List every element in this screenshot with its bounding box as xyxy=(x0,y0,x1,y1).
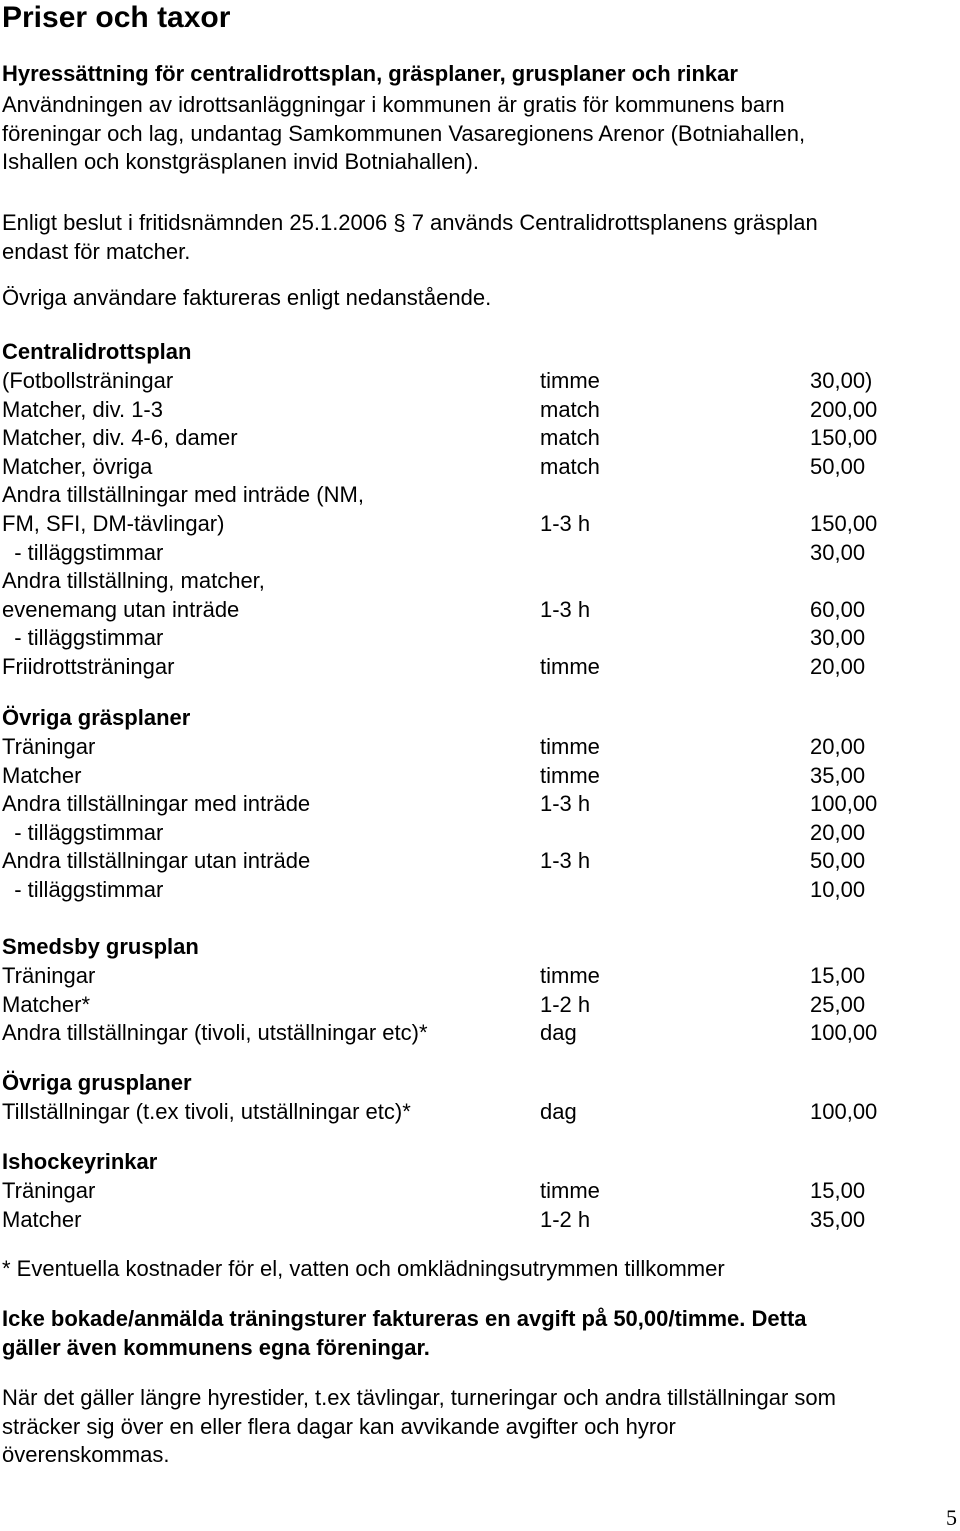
row-price: 35,00 xyxy=(810,762,866,788)
row-unit: 1-2 h xyxy=(540,1206,591,1232)
price-row xyxy=(2,790,942,819)
row-price: 30,00 xyxy=(810,625,866,651)
row-price: 30,00) xyxy=(810,368,873,393)
page-number: 5 xyxy=(946,1505,957,1530)
section-title: Ishockeyrinkar xyxy=(2,1149,158,1174)
row-unit: timme xyxy=(540,734,600,759)
row-price: 20,00 xyxy=(810,819,866,845)
row-price: 20,00 xyxy=(810,734,866,759)
row-label: Andra tillställningar (tivoli, utställningar etc)* xyxy=(2,1020,428,1046)
row-label: - tilläggstimmar xyxy=(2,539,164,565)
row-label: Träningar xyxy=(2,1178,96,1203)
row-price: 30,00 xyxy=(810,539,866,565)
price-row xyxy=(2,1177,942,1206)
row-price: 15,00 xyxy=(810,963,866,988)
intro-line: föreningar och lag, undantag Samkommunen Vasaregionens Arenor (Botniahallen, xyxy=(2,120,806,146)
row-label: FM, SFI, DM-tävlingar) xyxy=(2,510,225,536)
row-unit: timme xyxy=(540,368,600,393)
row-unit: 1-3 h xyxy=(540,596,591,622)
row-label: Träningar xyxy=(2,963,96,988)
row-label: Andra tillställningar med inträde xyxy=(2,791,311,817)
price-section-ovriga-grusplaner xyxy=(2,1068,942,1127)
decision-line: Enligt beslut i fritidsnämnden 25.1.2006 § 7 används Centralidrottsplanens gräsplan xyxy=(2,210,818,235)
price-row xyxy=(2,733,942,762)
price-section-smedsby-grusplan xyxy=(2,932,942,1048)
price-row xyxy=(2,962,942,991)
row-price: 200,00 xyxy=(810,396,878,422)
row-price: 100,00 xyxy=(810,1020,878,1046)
row-price: 15,00 xyxy=(810,1178,866,1203)
row-label: Matcher, div. 1-3 xyxy=(2,396,163,422)
row-label: Friidrottsträningar xyxy=(2,653,175,679)
intro-line: Ishallen och konstgräsplanen invid Botniahallen). xyxy=(2,149,479,175)
row-label: Matcher, övriga xyxy=(2,453,153,479)
row-price: 50,00 xyxy=(810,848,866,874)
notice-paragraph xyxy=(2,1305,952,1362)
closing-line: sträcker sig över en eller flera dagar kan avvikande avgifter och hyror xyxy=(2,1413,676,1439)
closing-line: När det gäller längre hyrestider, t.ex tävlingar, turneringar och andra tillställningar som xyxy=(2,1385,836,1410)
price-row xyxy=(2,624,942,653)
price-row xyxy=(2,1206,942,1235)
section-title: Smedsby grusplan xyxy=(2,934,199,959)
row-price: 35,00 xyxy=(810,1206,866,1232)
row-unit: timme xyxy=(540,653,600,679)
sub-heading: Hyressättning för centralidrottsplan, gräsplaner, grusplaner och rinkar xyxy=(2,61,738,86)
row-label: Andra tillställningar med inträde (NM, xyxy=(2,482,364,508)
row-price: 150,00 xyxy=(810,510,878,536)
row-label: Träningar xyxy=(2,734,96,759)
row-price: 60,00 xyxy=(810,596,866,622)
row-label: Matcher xyxy=(2,1206,82,1232)
intro-paragraph xyxy=(2,91,952,177)
price-row xyxy=(2,510,942,539)
price-row xyxy=(2,453,942,482)
decision-line: endast för matcher. xyxy=(2,238,191,264)
row-label: - tilläggstimmar xyxy=(2,819,164,845)
row-unit: match xyxy=(540,425,600,451)
row-label: Tillställningar (t.ex tivoli, utställningar etc)* xyxy=(2,1099,411,1124)
price-row xyxy=(2,539,942,568)
row-unit: 1-3 h xyxy=(540,791,591,817)
row-unit: timme xyxy=(540,963,600,988)
row-price: 100,00 xyxy=(810,1099,878,1124)
row-label: Matcher, div. 4-6, damer xyxy=(2,425,238,451)
price-row xyxy=(2,367,942,396)
notice-line: gäller även kommunens egna föreningar. xyxy=(2,1334,430,1360)
closing-paragraph xyxy=(2,1384,952,1470)
row-unit: timme xyxy=(540,1178,600,1203)
section-title: Övriga gräsplaner xyxy=(2,705,191,730)
price-row xyxy=(2,1098,942,1127)
price-section-ovriga-grasplaner xyxy=(2,703,942,905)
price-row xyxy=(2,991,942,1020)
price-row xyxy=(2,567,942,596)
row-label: Matcher* xyxy=(2,991,91,1017)
row-unit: match xyxy=(540,453,600,479)
row-unit: 1-2 h xyxy=(540,991,591,1017)
price-row xyxy=(2,762,942,791)
price-row xyxy=(2,876,942,905)
row-label: Matcher xyxy=(2,762,82,788)
row-price: 50,00 xyxy=(810,453,866,479)
price-section-ishockeyrinkar xyxy=(2,1147,942,1234)
row-label: - tilläggstimmar xyxy=(2,625,164,651)
row-unit: dag xyxy=(540,1099,577,1124)
row-price: 25,00 xyxy=(810,991,866,1017)
section-title: Centralidrottsplan xyxy=(2,339,192,364)
row-unit: match xyxy=(540,396,600,422)
price-row xyxy=(2,847,942,876)
row-unit: 1-3 h xyxy=(540,848,591,874)
row-price: 20,00 xyxy=(810,653,866,679)
row-price: 100,00 xyxy=(810,791,878,817)
price-row xyxy=(2,424,942,453)
section-title: Övriga grusplaner xyxy=(2,1070,192,1095)
decision-paragraph xyxy=(2,209,952,266)
row-unit: 1-3 h xyxy=(540,510,591,536)
row-label: Andra tillställningar utan inträde xyxy=(2,848,311,874)
row-unit: timme xyxy=(540,762,600,788)
row-label: - tilläggstimmar xyxy=(2,876,164,902)
price-row xyxy=(2,396,942,425)
price-section-centralidrottsplan xyxy=(2,337,942,682)
price-row xyxy=(2,653,942,682)
footnote: * Eventuella kostnader för el, vatten och omklädningsutrymmen tillkommer xyxy=(2,1256,725,1281)
row-label: Andra tillställning, matcher, xyxy=(2,568,265,594)
price-row xyxy=(2,481,942,510)
row-label: (Fotbollsträningar xyxy=(2,368,174,393)
closing-line: överenskommas. xyxy=(2,1442,170,1468)
billing-note: Övriga användare faktureras enligt nedanstående. xyxy=(2,285,492,310)
price-row xyxy=(2,1019,942,1048)
row-price: 10,00 xyxy=(810,876,866,902)
row-unit: dag xyxy=(540,1020,577,1046)
row-label: evenemang utan inträde xyxy=(2,596,240,622)
intro-line: Användningen av idrottsanläggningar i kommunen är gratis för kommunens barn xyxy=(2,92,785,117)
price-row xyxy=(2,596,942,625)
page-title: Priser och taxor xyxy=(2,1,231,34)
row-price: 150,00 xyxy=(810,425,878,451)
price-row xyxy=(2,819,942,848)
notice-line: Icke bokade/anmälda träningsturer faktureras en avgift på 50,00/timme. Detta xyxy=(2,1306,807,1331)
